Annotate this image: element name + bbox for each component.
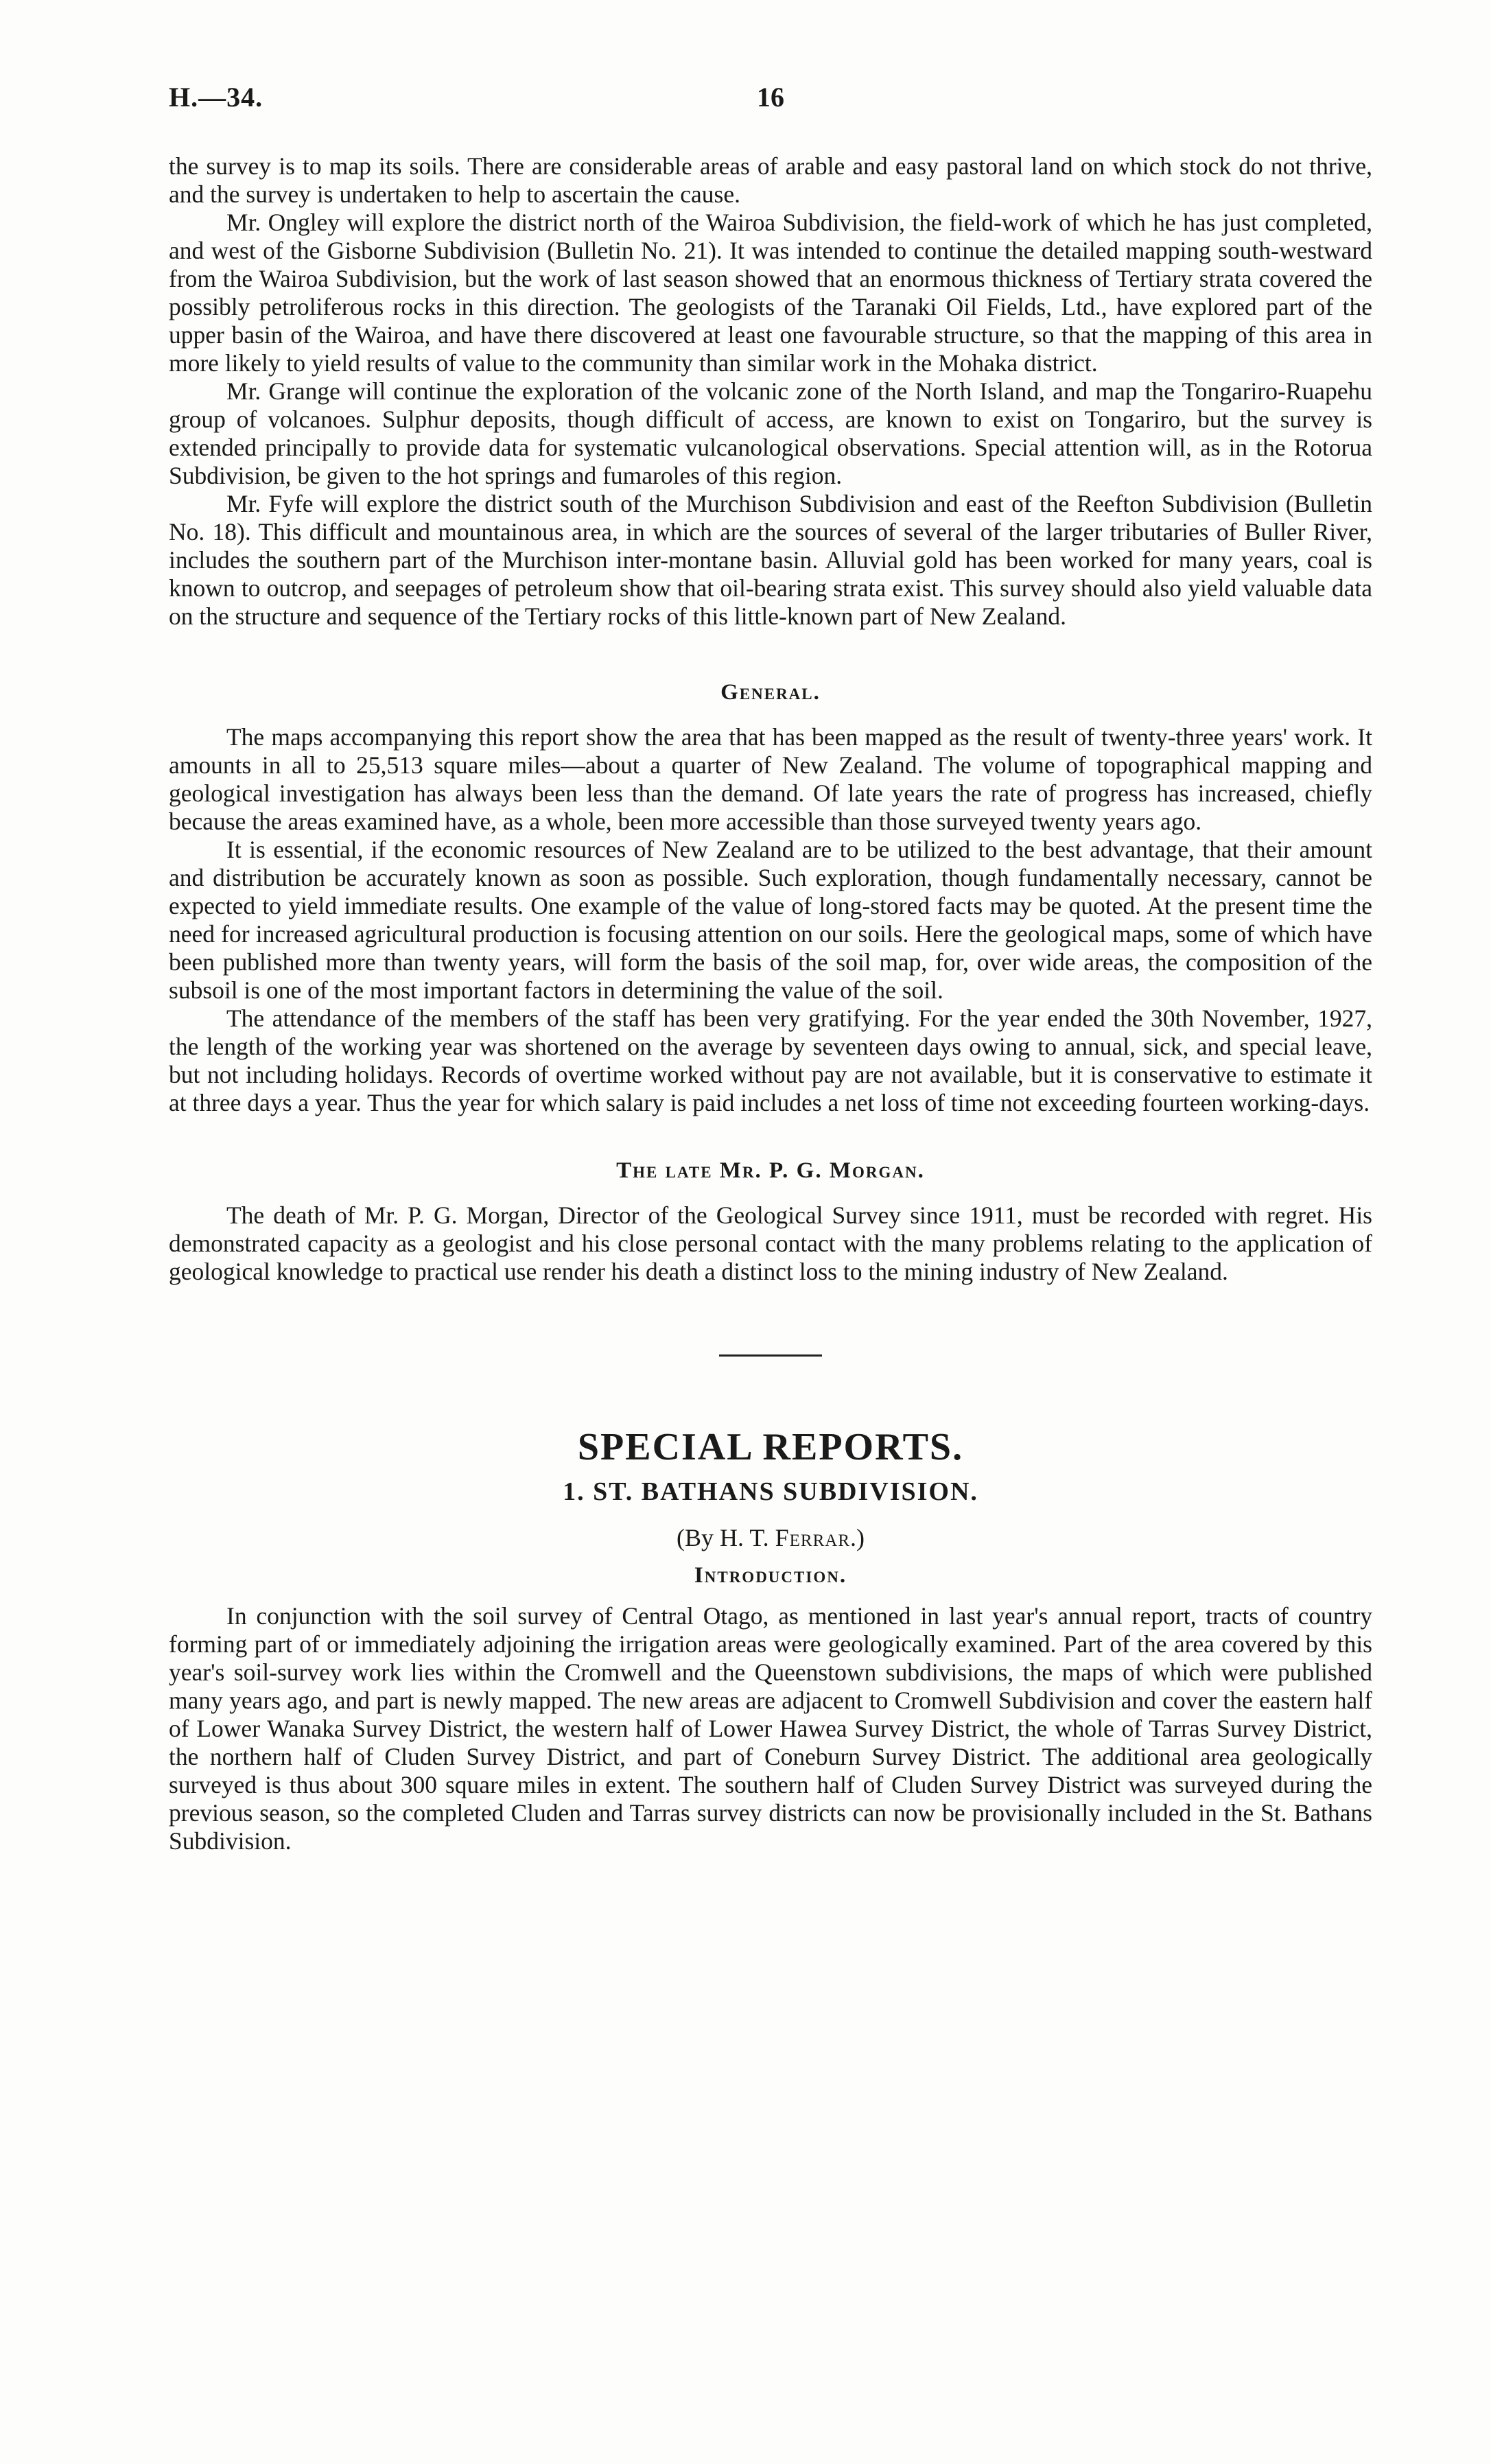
author-suffix: .) bbox=[850, 1524, 865, 1551]
page-header bbox=[169, 81, 1372, 122]
section-heading-morgan: The late Mr. P. G. Morgan. bbox=[616, 1158, 925, 1183]
st-bathans-subtitle: 1. ST. BATHANS SUBDIVISION. bbox=[563, 1477, 978, 1506]
paragraph-introduction: In conjunction with the soil survey of Central Otago, as mentioned in last year's annual report, tracts of country forming part of or immediately adjoining the irrigation areas were geologically examined. Part of the area covered by this year's soil-survey work lies within the Cromwell and the Queenstown subdivisions, the maps of which were published many years ago, and part is newly mapped. The new areas are adjacent to Cromwell Subdivision and cover the eastern half of Lower Wanaka Survey District, the western half of Lower Hawea Survey District, the whole of Tarras Survey District, the northern half of Cluden Survey District, and part of Coneburn Survey District. The additional area geologically surveyed is thus about 300 square miles in extent. The southern half of Cluden Survey District was surveyed during the previous season, so the completed Cluden and Tarras survey districts can now be provisionally included in the St. Bathans Subdivision. bbox=[169, 1602, 1372, 1855]
paragraph-fyfe: Mr. Fyfe will explore the district south of the Murchison Subdivision and east of the Reefton Subdivision (Bulletin No. 18). This difficult and mountainous area, in which are the sources of several of the larger tributaries of Buller River, includes the southern part of the Murchison inter-montane basin. Alluvial gold has been worked for many years, coal is known to outcrop, and seepages of petroleum show that oil-bearing strata exist. This survey should also yield valuable data on the structure and sequence of the Tertiary rocks of this little-known part of New Zealand. bbox=[169, 490, 1372, 630]
page-number: 16 bbox=[757, 82, 784, 113]
paragraph-ongley: Mr. Ongley will explore the district north of the Wairoa Subdivision, the field-work of which he has just completed, and west of the Gisborne Subdivision (Bulletin No. 21). It was intended to continue the detailed mapping south-westward from the Wairoa Subdivision, but the work of last season showed that an enormous thickness of Tertiary strata covered the possibly petroliferous rocks in this direction. The geologists of the Taranaki Oil Fields, Ltd., have explored part of the upper basin of the Wairoa, and have there discovered at least one favourable structure, so that the mapping of this area in more likely to yield results of value to the community than similar work in the Mohaka district. bbox=[169, 209, 1372, 377]
author-name: Ferrar bbox=[775, 1524, 851, 1551]
paragraph-general-maps: The maps accompanying this report show the area that has been mapped as the result of twenty-three years' work. It amounts in all to 25,513 square miles—about a quarter of New Zealand. The volume of topographical mapping and geological investigation has always been less than the demand. Of late years the rate of progress has increased, chiefly because the areas examined have, as a whole, been more accessible than those surveyed twenty years ago. bbox=[169, 723, 1372, 835]
author-prefix: (By H. T. bbox=[676, 1524, 775, 1551]
author-line bbox=[169, 1524, 1372, 1552]
paragraph-morgan: The death of Mr. P. G. Morgan, Director of the Geological Survey since 1911, must be recorded with regret. His demonstrated capacity as a geologist and his close personal contact with the many problems relating to the application of geological knowledge to practical use render his death a distinct loss to the mining industry of New Zealand. bbox=[169, 1201, 1372, 1285]
section-heading-general: General. bbox=[720, 680, 821, 705]
introduction-heading: Introduction. bbox=[694, 1563, 847, 1588]
special-reports-title: SPECIAL REPORTS. bbox=[577, 1426, 964, 1468]
body-text bbox=[169, 152, 1372, 1855]
document-code: H.—34. bbox=[169, 82, 263, 113]
paragraph-general-attendance: The attendance of the members of the staff has been very gratifying. For the year ended the 30th November, 1927, the length of the working year was shortened on the average by seventeen days owing to annual, sick, and special leave, but not including holidays. Records of overtime worked without pay are not available, but it is conservative to estimate it at three days a year. Thus the year for which salary is paid includes a net loss of time not exceeding fourteen working-days. bbox=[169, 1005, 1372, 1116]
paragraph-grange: Mr. Grange will continue the exploration of the volcanic zone of the North Island, and map the Tongariro-Ruapehu group of volcanoes. Sulphur deposits, though difficult of access, are known to exist on Tongariro, but the survey is extended principally to provide data for systematic vulcanological observations. Special attention will, as in the Rotorua Subdivision, be given to the hot springs and fumaroles of this region. bbox=[169, 377, 1372, 489]
paragraph-general-resources: It is essential, if the economic resources of New Zealand are to be utilized to the best advantage, that their amount and distribution be accurately known as soon as possible. Such exploration, though fundamentally necessary, cannot be expected to yield immediate results. One example of the value of long-stored facts may be quoted. At the present time the need for increased agricultural production is focusing attention on our soils. Here the geological maps, some of which have been published more than twenty years, will form the basis of the soil map, for, over wide areas, the composition of the subsoil is one of the most important factors in determining the value of the soil. bbox=[169, 836, 1372, 1004]
section-divider bbox=[719, 1354, 822, 1357]
paragraph-survey-soils: the survey is to map its soils. There are considerable areas of arable and easy pastoral land on which stock do not thrive, and the survey is undertaken to help to ascertain the cause. bbox=[169, 152, 1372, 208]
